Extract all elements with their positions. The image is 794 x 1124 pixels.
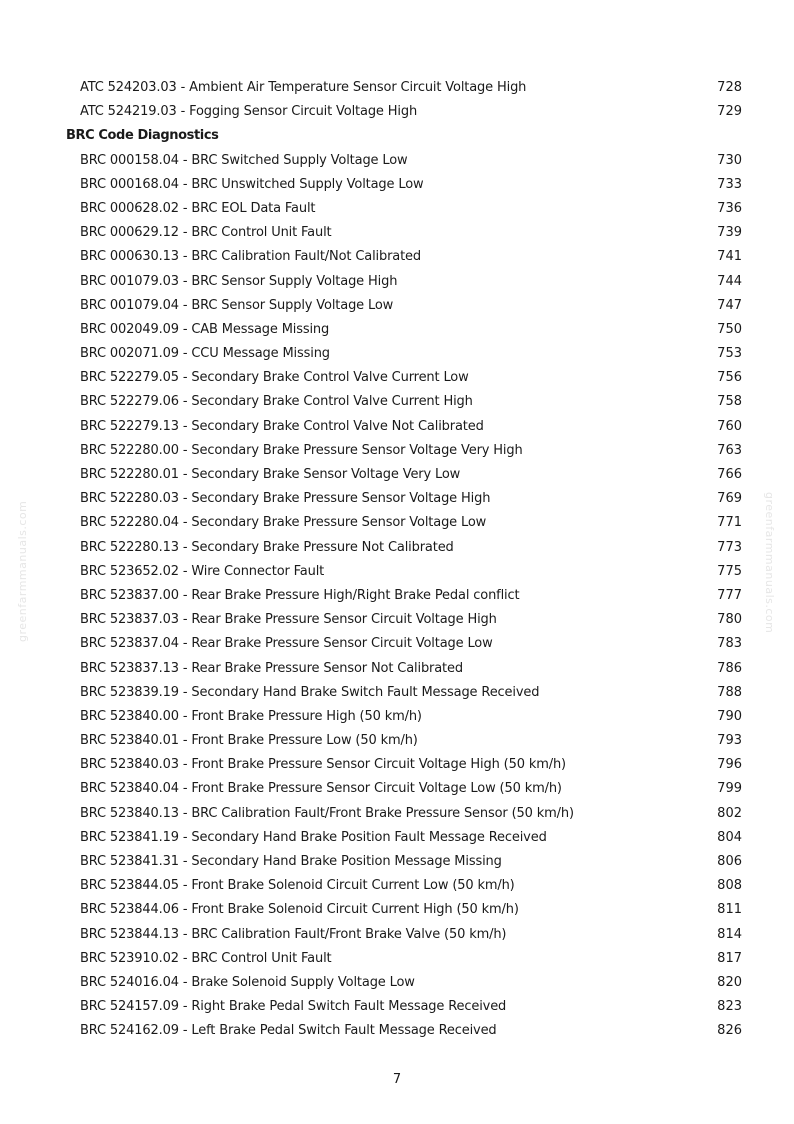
toc-entry[interactable] xyxy=(0,294,794,318)
entry-title: BRC 522279.06 - Secondary Brake Control Valve Current High xyxy=(80,394,473,410)
entry-title: BRC 523844.05 - Front Brake Solenoid Circuit Current Low (50 km/h) xyxy=(80,878,515,894)
toc-entry[interactable] xyxy=(0,560,794,584)
toc-entry[interactable] xyxy=(0,463,794,487)
entry-title: BRC 522280.00 - Secondary Brake Pressure Sensor Voltage Very High xyxy=(80,442,523,458)
entry-title: BRC 524157.09 - Right Brake Pedal Switch Fault Message Received xyxy=(80,999,507,1015)
toc-entry[interactable] xyxy=(0,947,794,971)
entry-page-number: 780 xyxy=(717,612,742,628)
entry-title: BRC 523844.06 - Front Brake Solenoid Circuit Current High (50 km/h) xyxy=(80,902,519,918)
entry-page-number: 793 xyxy=(717,733,742,749)
entry-page-number: 730 xyxy=(717,152,742,168)
toc-entry[interactable] xyxy=(0,197,794,221)
toc-entry[interactable] xyxy=(0,584,794,608)
entry-title: BRC 523844.13 - BRC Calibration Fault/Front Brake Valve (50 km/h) xyxy=(80,926,507,942)
entry-title: BRC 002049.09 - CAB Message Missing xyxy=(80,321,330,337)
toc-entry[interactable] xyxy=(0,536,794,560)
toc-entry[interactable] xyxy=(0,245,794,269)
toc-section-heading xyxy=(0,124,794,148)
toc-entry[interactable] xyxy=(0,100,794,124)
entry-page-number: 783 xyxy=(717,636,742,652)
entry-title: BRC 523840.03 - Front Brake Pressure Sensor Circuit Voltage High (50 km/h) xyxy=(80,757,566,773)
entry-page-number: 814 xyxy=(717,926,742,942)
entry-page-number: 758 xyxy=(717,394,742,410)
toc-entry[interactable] xyxy=(0,850,794,874)
toc-entry[interactable] xyxy=(0,318,794,342)
toc-entry[interactable] xyxy=(0,898,794,922)
entry-title: BRC 000628.02 - BRC EOL Data Fault xyxy=(80,200,316,216)
entry-page-number: 788 xyxy=(717,684,742,700)
entry-title: BRC 522279.13 - Secondary Brake Control Valve Not Calibrated xyxy=(80,418,484,434)
entry-page-number: 729 xyxy=(717,104,742,120)
entry-title: BRC 524162.09 - Left Brake Pedal Switch Fault Message Received xyxy=(80,1023,497,1039)
entry-page-number: 766 xyxy=(717,467,742,482)
entry-title: BRC 001079.04 - BRC Sensor Supply Voltage Low xyxy=(80,297,394,313)
entry-page-number: 753 xyxy=(717,346,742,362)
entry-title: BRC 000629.12 - BRC Control Unit Fault xyxy=(80,225,332,241)
entry-title: BRC 522280.03 - Secondary Brake Pressure Sensor Voltage High xyxy=(80,491,491,507)
section-title: BRC Code Diagnostics xyxy=(66,128,219,144)
table-of-contents xyxy=(0,76,794,1044)
watermark-left: greenfarmmanuals.com xyxy=(16,500,29,642)
entry-page-number: 741 xyxy=(717,249,742,265)
entry-page-number: 771 xyxy=(717,515,742,531)
toc-entry[interactable] xyxy=(0,729,794,753)
toc-entry[interactable] xyxy=(0,221,794,245)
entry-title: ATC 524203.03 - Ambient Air Temperature Sensor Circuit Voltage High xyxy=(80,80,527,95)
entry-page-number: 744 xyxy=(717,273,742,289)
entry-page-number: 817 xyxy=(717,950,742,966)
toc-entry[interactable] xyxy=(0,705,794,729)
toc-entry[interactable] xyxy=(0,753,794,777)
entry-title: BRC 523837.13 - Rear Brake Pressure Sensor Not Calibrated xyxy=(80,660,463,676)
toc-entry[interactable] xyxy=(0,777,794,801)
toc-entry[interactable] xyxy=(0,149,794,173)
toc-entry[interactable] xyxy=(0,76,794,100)
toc-entry[interactable] xyxy=(0,971,794,995)
toc-entry[interactable] xyxy=(0,681,794,705)
entry-title: BRC 523652.02 - Wire Connector Fault xyxy=(80,563,325,579)
toc-entry[interactable] xyxy=(0,874,794,898)
toc-entry[interactable] xyxy=(0,632,794,656)
entry-page-number: 760 xyxy=(717,418,742,434)
entry-page-number: 796 xyxy=(717,757,742,773)
toc-entry[interactable] xyxy=(0,657,794,681)
entry-page-number: 773 xyxy=(717,539,742,555)
entry-page-number: 763 xyxy=(717,442,742,458)
watermark-right: greenfarmmanuals.com xyxy=(763,492,776,634)
entry-title: BRC 523840.01 - Front Brake Pressure Low (50 km/h) xyxy=(80,733,418,749)
entry-page-number: 808 xyxy=(717,878,742,894)
entry-title: BRC 000168.04 - BRC Unswitched Supply Voltage Low xyxy=(80,176,424,192)
toc-entry[interactable] xyxy=(0,826,794,850)
entry-title: BRC 522280.13 - Secondary Brake Pressure Not Calibrated xyxy=(80,539,454,555)
entry-title: BRC 522280.04 - Secondary Brake Pressure Sensor Voltage Low xyxy=(80,515,487,531)
entry-title: BRC 000158.04 - BRC Switched Supply Voltage Low xyxy=(80,152,408,168)
toc-entry[interactable] xyxy=(0,923,794,947)
entry-title: BRC 523841.19 - Secondary Hand Brake Position Fault Message Received xyxy=(80,829,547,845)
toc-entry[interactable] xyxy=(0,415,794,439)
entry-page-number: 728 xyxy=(717,80,742,95)
entry-title: BRC 523840.13 - BRC Calibration Fault/Front Brake Pressure Sensor (50 km/h) xyxy=(80,805,574,821)
entry-title: BRC 522280.01 - Secondary Brake Sensor Voltage Very Low xyxy=(80,467,461,482)
entry-title: BRC 523837.00 - Rear Brake Pressure High/Right Brake Pedal conflict xyxy=(80,587,520,603)
entry-page-number: 799 xyxy=(717,781,742,797)
toc-entry[interactable] xyxy=(0,439,794,463)
entry-page-number: 756 xyxy=(717,370,742,386)
entry-page-number: 736 xyxy=(717,200,742,216)
entry-page-number: 777 xyxy=(717,587,742,603)
entry-page-number: 747 xyxy=(717,297,742,313)
entry-title: BRC 000630.13 - BRC Calibration Fault/Not Calibrated xyxy=(80,249,422,265)
entry-page-number: 806 xyxy=(717,854,742,869)
entry-title: BRC 523839.19 - Secondary Hand Brake Switch Fault Message Received xyxy=(80,684,540,700)
entry-title: BRC 001079.03 - BRC Sensor Supply Voltage High xyxy=(80,273,398,289)
toc-entry[interactable] xyxy=(0,342,794,366)
entry-title: BRC 522279.05 - Secondary Brake Control Valve Current Low xyxy=(80,370,469,386)
entry-title: BRC 002071.09 - CCU Message Missing xyxy=(80,346,330,362)
entry-page-number: 826 xyxy=(717,1023,742,1039)
entry-title: BRC 523837.04 - Rear Brake Pressure Sensor Circuit Voltage Low xyxy=(80,636,493,652)
toc-entry[interactable] xyxy=(0,802,794,826)
toc-entry[interactable] xyxy=(0,608,794,632)
entry-page-number: 804 xyxy=(717,829,742,845)
entry-title: ATC 524219.03 - Fogging Sensor Circuit Voltage High xyxy=(80,104,418,120)
entry-page-number: 790 xyxy=(717,708,742,724)
page-number: 7 xyxy=(392,1072,402,1087)
entry-page-number: 811 xyxy=(717,902,742,918)
entry-page-number: 739 xyxy=(717,225,742,241)
entry-title: BRC 523910.02 - BRC Control Unit Fault xyxy=(80,950,332,966)
toc-entry[interactable] xyxy=(0,995,794,1019)
entry-page-number: 820 xyxy=(717,974,742,990)
toc-entry[interactable] xyxy=(0,366,794,390)
entry-page-number: 802 xyxy=(717,805,742,821)
entry-page-number: 750 xyxy=(717,321,742,337)
entry-page-number: 823 xyxy=(717,999,742,1015)
entry-title: BRC 523837.03 - Rear Brake Pressure Sensor Circuit Voltage High xyxy=(80,612,497,628)
entry-title: BRC 523841.31 - Secondary Hand Brake Position Message Missing xyxy=(80,854,502,869)
toc-entry[interactable] xyxy=(0,1019,794,1043)
toc-entry[interactable] xyxy=(0,390,794,414)
entry-page-number: 769 xyxy=(717,491,742,507)
entry-page-number: 786 xyxy=(717,660,742,676)
entry-page-number: 775 xyxy=(717,563,742,579)
entry-title: BRC 523840.04 - Front Brake Pressure Sensor Circuit Voltage Low (50 km/h) xyxy=(80,781,562,797)
toc-entry[interactable] xyxy=(0,487,794,511)
toc-entry[interactable] xyxy=(0,511,794,535)
entry-page-number: 733 xyxy=(717,176,742,192)
entry-title: BRC 523840.00 - Front Brake Pressure High (50 km/h) xyxy=(80,708,422,724)
toc-entry[interactable] xyxy=(0,173,794,197)
entry-title: BRC 524016.04 - Brake Solenoid Supply Voltage Low xyxy=(80,974,415,990)
toc-entry[interactable] xyxy=(0,270,794,294)
